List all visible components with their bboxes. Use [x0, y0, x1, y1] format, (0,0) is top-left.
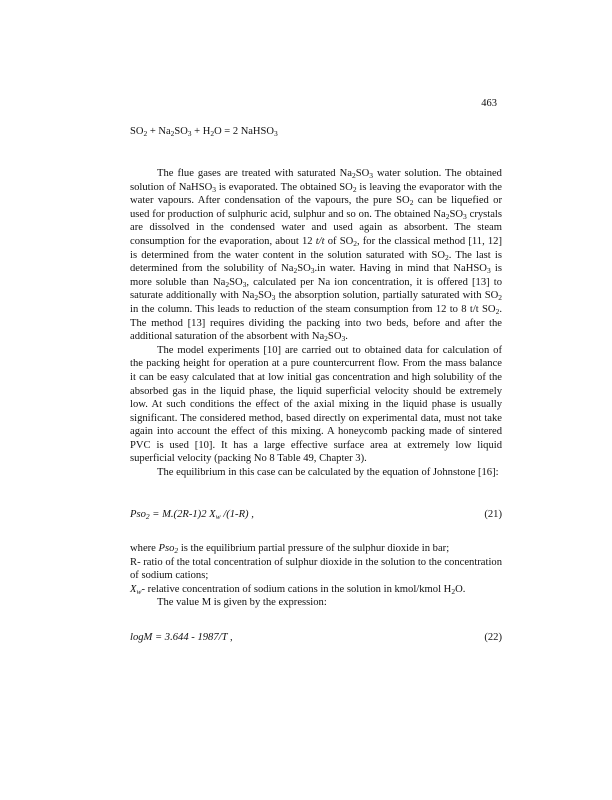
definitions: [130, 542, 502, 610]
page-number: 463: [481, 98, 497, 109]
equation-22-number: (22): [484, 632, 502, 643]
definition-r: R- ratio of the total concentration of sulphur dioxide in the solution to the concentration of sodium cations;: [130, 556, 502, 582]
equation-21: Pso$_2$ = M.(2R-1)2 $X_w$ /(1-R) , (21): [130, 509, 502, 521]
paragraph-model-experiments: The model experiments [10] are carried out to obtained data for calculation of the packing height for operation at a pure countercurrent flow. From the mass balance it can be easy calculated that at low initial gas concentration and high solubility of the absorbed gas in the liquid phase, the liquid superficial velocity should be extremely low. At such conditions the effect of the axial mixing in the liquid phase is usually significant. The considered method, based directly on experimental data, must not take again into account the effect of this mixing. A honeycomb packing made of sintered PVC is used [10]. It has a large effective surface area at extremely low liquid superficial velocity (packing No 8 Table 49, Chapter 3).: [130, 344, 502, 465]
paragraph-equilibrium: The equilibrium in this case can be calculated by the equation of Johnstone [16]:: [157, 467, 499, 479]
equation-22: logM = 3.644 - 1987/T , (22): [130, 632, 502, 643]
body-text: [130, 167, 502, 480]
definition-pso2: where Pso$_2$ is the equilibrium partial pressure of the sulphur dioxide in bar;: [130, 543, 450, 555]
reaction-equation: $SO_2 + Na_2SO_3 + H_2O = 2$ NaHSO$_3$: [130, 126, 278, 138]
definition-xw: $X_w-$ relative concentration of sodium cations in the solution in kmol/kmol $H_2O$.: [130, 583, 466, 596]
paragraph-process-description: The flue gases are treated with saturated $Na_2SO_3$ water solution. The obtained solution of NaHSO$_3$ is evaporated. The obtained $SO_2$ is leaving the evaporator with the water vapours. After condensation of the vapours, the pure $SO_2$ can be liquefied or used for production of sulphuric acid, sulphur and so on. The obtained $Na_2SO_3$ crystals are dissolved in the condensed water and used again as absorbent. The steam consumption for the evaporation, about 12 t/t of $SO_2$, for the classical method [11, 12] is determined from the water content in the solution saturated with $SO_2$. The last is determined from the solubility of $Na_2SO_3.in$ water. Having in mind that NaHSO$_3$ is more soluble than $Na_2SO_3$, calculated per Na ion concentration, it is offered [13] to saturate additionally with $Na_2SO_3$ the absorption solution, partially saturated with $SO_2$ in the column. This leads to reduction of the steam consumption from 12 to 8 t/t $SO_2$. The method [13] requires dividing the packing into two beds, before and after the additional saturation of the absorbent with $Na_2SO_3$.: [130, 168, 503, 344]
equation-21-number: (21): [484, 509, 502, 520]
definition-m-intro: The value M is given by the expression:: [157, 597, 327, 609]
